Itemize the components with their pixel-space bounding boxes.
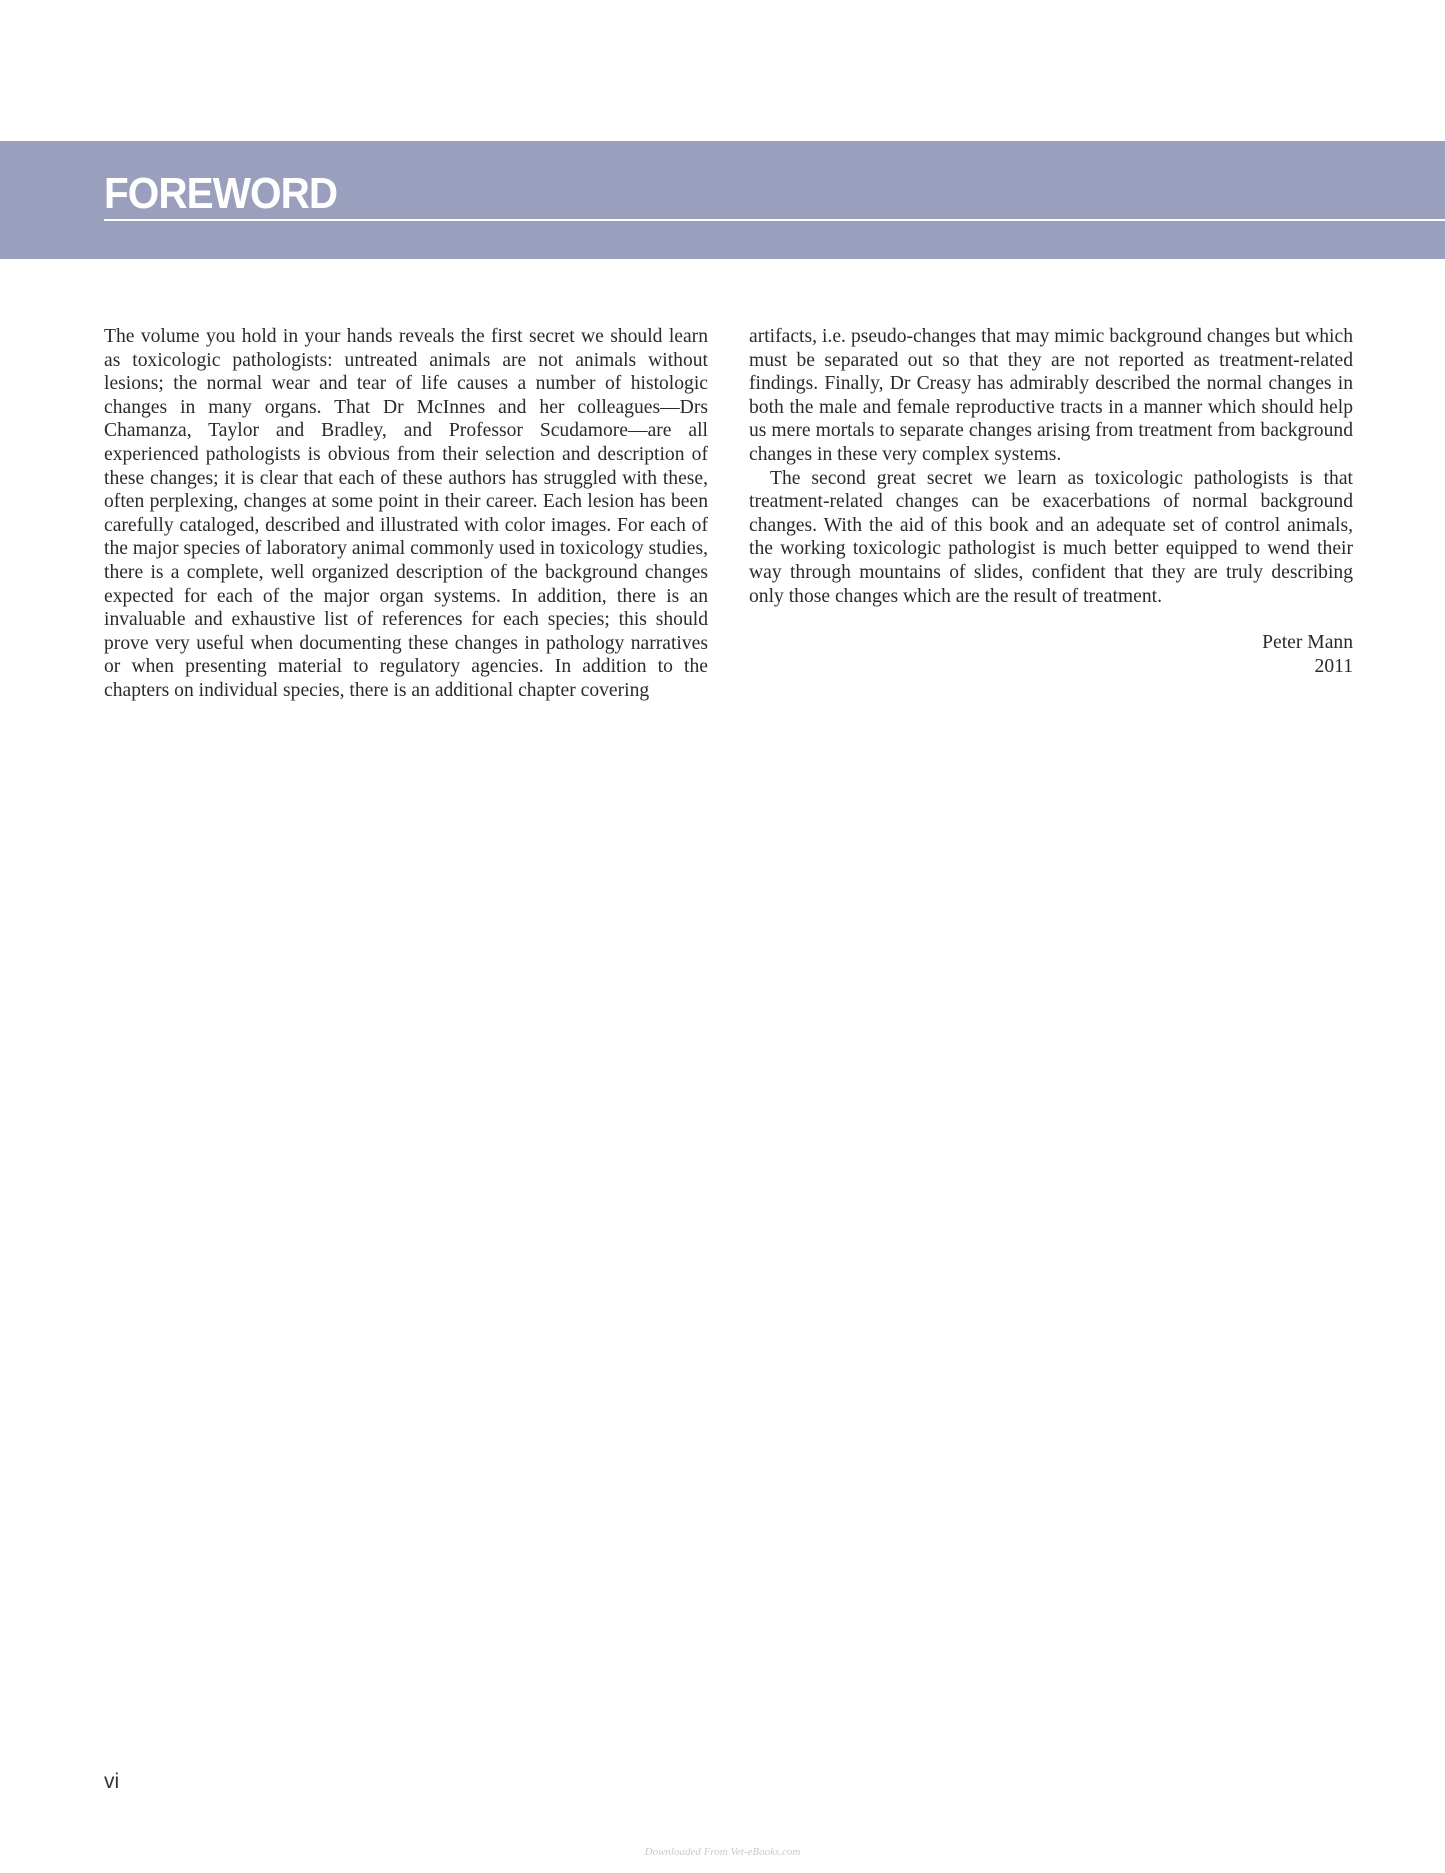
right-column: [749, 325, 1353, 678]
foreword-paragraph-1-continued: artifacts, i.e. pseudo-changes that may mimic background changes but which must be separated out so that they are not reported as treatment-related findings. Finally, Dr Creasy has admirably described the normal changes in both the male and female reproductive tracts in a manner which should help us mere mortals to separate changes arising from treatment from background changes in these very complex systems.: [749, 326, 1353, 465]
page-title: FOREWORD: [104, 169, 338, 218]
left-column: [104, 325, 708, 703]
foreword-paragraph-2: The second great secret we learn as toxicologic pathologists is that treatment-related changes can be exacerbations of normal background changes. With the aid of this book and an adequate set of control animals, the working toxicologic pathologist is much better equipped to wend their way through mountains of slides, confident that they are truly describing only those changes which are the result of treatment.: [749, 467, 1353, 607]
signature-year: 2011: [1314, 655, 1353, 677]
signature-name: Peter Mann: [1262, 632, 1353, 654]
signature-block: [749, 631, 1353, 678]
watermark-text: Downloaded From Vet-eBooks.com: [644, 1846, 801, 1858]
page-number: vi: [104, 1770, 120, 1793]
header-rule: [104, 219, 1445, 221]
foreword-paragraph-1: The volume you hold in your hands reveals the first secret we should learn as toxicologic pathologists: untreated animals are not animals without lesions; the normal wear and tear of life causes a number of histologic changes in many organs. That Dr McInnes and her colleagues—Drs Chamanza, Taylor and Bradley, and Professor Scudamore—are all experienced pathologists is obvious from their selection and description of these changes; it is clear that each of these authors has struggled with these, often perplexing, changes at some point in their career. Each lesion has been carefully cataloged, described and illustrated with color images. For each of the major species of laboratory animal commonly used in toxicology studies, there is a complete, well organized description of the background changes expected for each of the major organ systems. In addition, there is an invaluable and exhaustive list of references for each species; this should prove very useful when documenting these changes in pathology narratives or when presenting material to regulatory agencies. In addition to the chapters on individual species, there is an additional chapter covering: [104, 326, 708, 701]
